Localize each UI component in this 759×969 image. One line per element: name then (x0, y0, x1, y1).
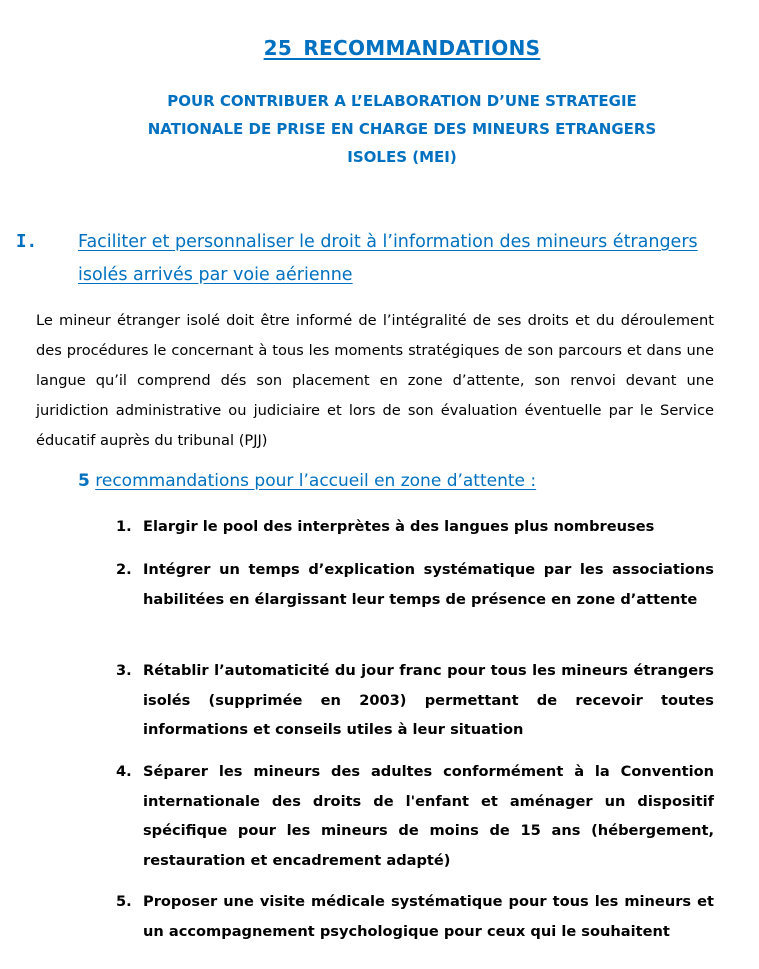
section-intro-paragraph: Le mineur étranger isolé doit être informé de l’intégralité de ses droits et du déroulement des procédures le concernant à tous les moments stratégiques de son parcours et dans une langue qu’il comprend dés son placement en zone d’attente, son renvoi devant une juridiction administrative ou judiciaire et lors de son évaluation éventuelle par le Service éducatif auprès du tribunal (PJJ) (36, 312, 714, 449)
recommendation-number: 4. (116, 763, 132, 780)
subtitle-line: NATIONALE DE PRISE EN CHARGE DES MINEURS ETRANGERS (147, 120, 657, 138)
recommendation-item (116, 887, 714, 946)
subsection-label: recommandations pour l’accueil en zone d’attente : (95, 471, 537, 491)
recommendation-text: Proposer une visite médicale systématique pour tous les mineurs et un accompagnement psychologique pour ceux qui le souhaitent (143, 893, 714, 940)
recommendation-number: 3. (116, 662, 132, 679)
recommendation-item (116, 656, 714, 745)
subsection-heading (78, 466, 536, 496)
document-title: 25 RECOMMANDATIONS (263, 36, 541, 60)
section-heading (16, 226, 716, 292)
recommendation-text: Elargir le pool des interprètes à des langues plus nombreuses (143, 518, 655, 535)
recommendation-item (116, 757, 714, 875)
recommendation-item (116, 512, 714, 542)
recommendation-number: 2. (116, 561, 132, 578)
subtitle-line: ISOLES (MEI) (347, 148, 457, 166)
recommendation-item (116, 555, 714, 614)
document-subtitle (0, 87, 759, 171)
recommendation-text: Rétablir l’automaticité du jour franc pour tous les mineurs étrangers isolés (supprimée en 2003) permettant de recevoir toutes informations et conseils utiles à leur situation (143, 662, 714, 738)
recommendation-text: Intégrer un temps d’explication systématique par les associations habilitées en élargissant leur temps de présence en zone d’attente (143, 561, 714, 608)
subtitle-line: POUR CONTRIBUER A L’ELABORATION D’UNE STRATEGIE (167, 92, 637, 110)
section-heading-text: Faciliter et personnaliser le droit à l’information des mineurs étrangers isolés arrivés par voie aérienne (78, 232, 698, 285)
recommendation-number: 1. (116, 518, 132, 535)
section-number: I. (16, 232, 38, 252)
recommendation-text: Séparer les mineurs des adultes conformément à la Convention internationale des droits de l'enfant et aménager un dispositif spécifique pour les mineurs de moins de 15 ans (hébergement, restauration et encadrement adapté) (143, 763, 714, 869)
subsection-count: 5 (78, 471, 90, 491)
recommendation-number: 5. (116, 893, 132, 910)
